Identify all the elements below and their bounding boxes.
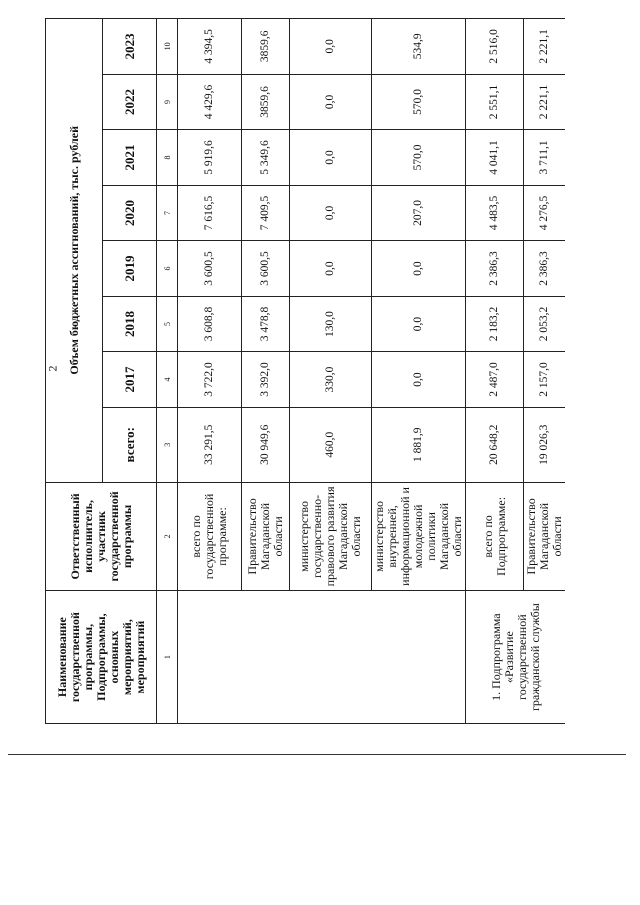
- value-cell: 2 386,3: [466, 241, 524, 297]
- value-cell: 0,0: [290, 19, 372, 75]
- value-cell: 3 608,8: [178, 296, 242, 352]
- header-year: 2022: [103, 74, 157, 130]
- value-cell: 460,0: [290, 407, 372, 482]
- executor-cell: министерство внутренней, информационной и молодежной политики Магаданской области: [372, 482, 466, 591]
- value-cell: 2 183,2: [466, 296, 524, 352]
- value-cell: 0,0: [372, 241, 466, 297]
- value-cell: 2 516,0: [466, 19, 524, 75]
- column-index: 1: [157, 591, 178, 724]
- value-cell: 3 392,0: [242, 352, 290, 408]
- header-year: 2019: [103, 241, 157, 297]
- value-cell: 3859,6: [242, 74, 290, 130]
- value-cell: 2 157,0: [524, 352, 566, 408]
- value-cell: 19 026,3: [524, 407, 566, 482]
- rotated-table-container: [45, 18, 609, 724]
- subprogram-name-cell: 1. Подпрограмма «Развитие государственной гражданской службы: [466, 591, 566, 724]
- column-index: 5: [157, 296, 178, 352]
- column-index: 6: [157, 241, 178, 297]
- value-cell: 3859,6: [242, 19, 290, 75]
- value-cell: 3 711,1: [524, 130, 566, 186]
- value-cell: 0,0: [290, 185, 372, 241]
- value-cell: 2 053,2: [524, 296, 566, 352]
- value-cell: 4 483,5: [466, 185, 524, 241]
- value-cell: 3 722,0: [178, 352, 242, 408]
- value-cell: 3 600,5: [178, 241, 242, 297]
- executor-cell: всего по Подпрограмме:: [466, 482, 524, 591]
- header-total: всего:: [103, 407, 157, 482]
- value-cell: 33 291,5: [178, 407, 242, 482]
- column-index: 10: [157, 19, 178, 75]
- header-budget: Объем бюджетных ассигнований, тыс. рублей: [46, 19, 103, 483]
- value-cell: 570,0: [372, 74, 466, 130]
- value-cell: 0,0: [290, 74, 372, 130]
- budget-table: [45, 18, 565, 724]
- value-cell: 2 551,1: [466, 74, 524, 130]
- value-cell: 570,0: [372, 130, 466, 186]
- column-index: 7: [157, 185, 178, 241]
- header-year: 2020: [103, 185, 157, 241]
- header-year: 2018: [103, 296, 157, 352]
- value-cell: 2 221,1: [524, 74, 566, 130]
- value-cell: 1 881,9: [372, 407, 466, 482]
- column-index: 4: [157, 352, 178, 408]
- value-cell: 5 919,6: [178, 130, 242, 186]
- value-cell: 4 041,1: [466, 130, 524, 186]
- executor-cell: министерство государственно-правового развития Магаданской области: [290, 482, 372, 591]
- header-year: 2017: [103, 352, 157, 408]
- value-cell: 0,0: [290, 130, 372, 186]
- executor-cell: Правительство Магаданской области: [524, 482, 566, 591]
- header-name: Наименование государственной программы, Подпрограммы, основных мероприятий, мероприятий: [46, 591, 157, 724]
- value-cell: 30 949,6: [242, 407, 290, 482]
- table-row: [178, 19, 242, 724]
- value-cell: 7 616,5: [178, 185, 242, 241]
- value-cell: 0,0: [290, 241, 372, 297]
- value-cell: 4 429,6: [178, 74, 242, 130]
- program-name-cell: [178, 591, 466, 724]
- column-index: 3: [157, 407, 178, 482]
- header-executor: Ответственный исполнитель, участник государственной программы: [46, 482, 157, 591]
- value-cell: 20 648,2: [466, 407, 524, 482]
- value-cell: 130,0: [290, 296, 372, 352]
- executor-cell: всего по государственной программе:: [178, 482, 242, 591]
- value-cell: 534,9: [372, 19, 466, 75]
- value-cell: 207,0: [372, 185, 466, 241]
- page-number: 2: [45, 365, 60, 372]
- value-cell: 0,0: [372, 296, 466, 352]
- value-cell: 3 600,5: [242, 241, 290, 297]
- table-row: [466, 19, 524, 724]
- column-index: 2: [157, 482, 178, 591]
- value-cell: 4 394,5: [178, 19, 242, 75]
- value-cell: 2 221,1: [524, 19, 566, 75]
- value-cell: 2 386,3: [524, 241, 566, 297]
- executor-cell: Правительство Магаданской области: [242, 482, 290, 591]
- value-cell: 3 478,8: [242, 296, 290, 352]
- column-index: 8: [157, 130, 178, 186]
- header-year: 2023: [103, 19, 157, 75]
- page-divider: [8, 754, 626, 755]
- value-cell: 7 409,5: [242, 185, 290, 241]
- value-cell: 330,0: [290, 352, 372, 408]
- value-cell: 4 276,5: [524, 185, 566, 241]
- value-cell: 0,0: [372, 352, 466, 408]
- header-year: 2021: [103, 130, 157, 186]
- value-cell: 5 349,6: [242, 130, 290, 186]
- value-cell: 2 487,0: [466, 352, 524, 408]
- column-index: 9: [157, 74, 178, 130]
